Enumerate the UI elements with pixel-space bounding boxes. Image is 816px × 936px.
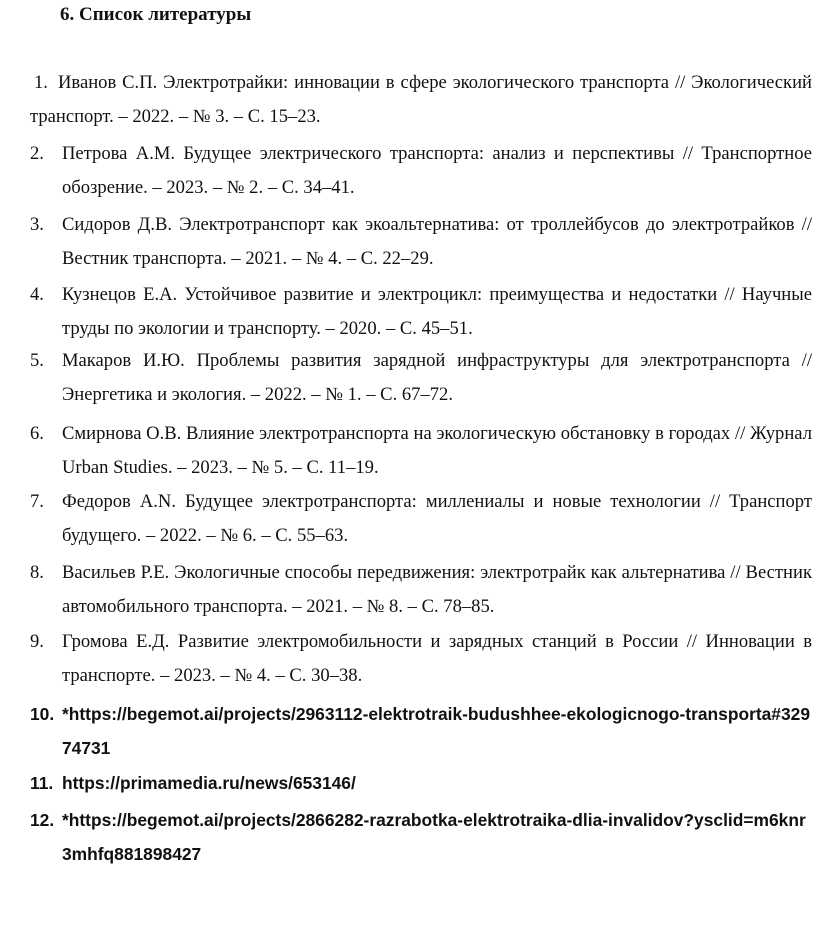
reference-link: https://primamedia.ru/news/653146/ xyxy=(62,773,356,793)
reference-number: 2. xyxy=(30,143,44,164)
reference-item xyxy=(30,485,812,553)
reference-number: 7. xyxy=(30,491,44,512)
reference-text: Кузнецов Е.А. Устойчивое развитие и электроцикл: преимущества и недостатки // Научные труды по экологии и транспорту. – 2020. – С. 45–51. xyxy=(62,284,812,339)
reference-item xyxy=(30,137,812,205)
reference-text: Петрова А.М. Будущее электрического транспорта: анализ и перспективы // Транспортное обозрение. – 2023. – № 2. – С. 34–41. xyxy=(62,143,812,198)
reference-number: 8. xyxy=(30,562,44,583)
reference-number: 4. xyxy=(30,284,44,305)
reference-item xyxy=(30,344,812,412)
reference-item xyxy=(30,417,812,485)
reference-text: Иванов С.П. Электротрайки: инновации в сфере экологического транспорта // Экологический транспорт. – 2022. – № 3. – С. 15–23. xyxy=(30,72,812,127)
reference-text: Громова Е.Д. Развитие электромобильности и зарядных станций в России // Инновации в транспорте. – 2023. – № 4. – С. 30–38. xyxy=(62,631,812,686)
reference-number: 10. xyxy=(30,704,55,724)
reference-text: Федоров А.N. Будущее электротранспорта: миллениалы и новые технологии // Транспорт будущего. – 2022. – № 6. – С. 55–63. xyxy=(62,491,812,546)
reference-number: 6. xyxy=(30,423,44,444)
section-heading: 6. Список литературы xyxy=(60,4,252,25)
reference-text: Сидоров Д.В. Электротранспорт как экоальтернатива: от троллейбусов до электротрайков // Вестник транспорта. – 2021. – № 4. – С. 22–29. xyxy=(62,214,812,269)
reference-text: Макаров И.Ю. Проблемы развития зарядной инфраструктуры для электротранспорта // Энергетика и экология. – 2022. – № 1. – С. 67–72. xyxy=(62,350,812,405)
reference-number: 9. xyxy=(30,631,44,652)
reference-number: 11. xyxy=(30,773,54,793)
reference-text: Смирнова О.В. Влияние электротранспорта на экологическую обстановку в городах // Журнал Urban Studies. – 2023. – № 5. – С. 11–19. xyxy=(62,423,812,478)
reference-item xyxy=(30,697,812,765)
reference-item xyxy=(30,803,812,871)
reference-item xyxy=(30,278,812,346)
reference-number: 3. xyxy=(30,214,44,235)
reference-item xyxy=(30,556,812,624)
reference-number: 5. xyxy=(30,350,44,371)
reference-item xyxy=(30,208,812,276)
reference-item xyxy=(30,625,812,693)
reference-link: *https://begemot.ai/projects/2866282-razrabotka-elektrotraika-dlia-invalidov?ysclid=m6knr3mhfq881898427 xyxy=(62,810,806,864)
reference-number: 12. xyxy=(30,810,55,830)
reference-item xyxy=(30,66,812,134)
reference-link: *https://begemot.ai/projects/2963112-elektrotraik-budushhee-ekologicnogo-transporta#32974731 xyxy=(62,704,810,758)
reference-text: Васильев Р.Е. Экологичные способы передвижения: электротрайк как альтернатива // Вестник автомобильного транспорта. – 2021. – № 8. – С. 78–85. xyxy=(62,562,812,617)
reference-item xyxy=(30,766,812,800)
reference-number: 1. xyxy=(34,72,48,93)
